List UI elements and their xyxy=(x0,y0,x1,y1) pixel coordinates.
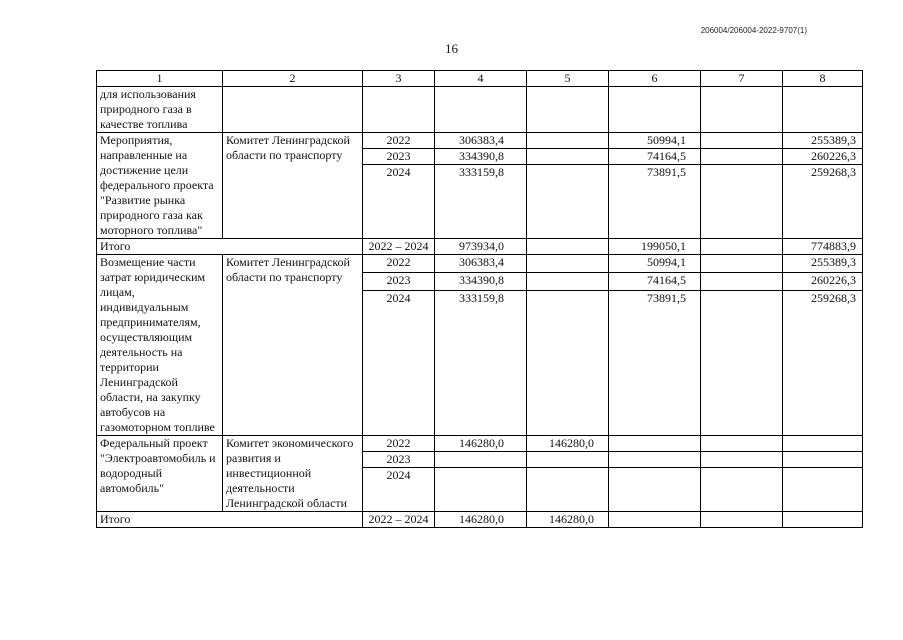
value-cell xyxy=(701,133,783,149)
year-cell: 2022 xyxy=(363,133,435,149)
year-cell: 2022 xyxy=(363,436,435,452)
value-cell xyxy=(527,272,609,290)
year-cell: 2022 xyxy=(363,255,435,273)
value-cell: 73891,5 xyxy=(609,165,701,239)
value-cell: 260226,3 xyxy=(783,149,863,165)
table-row xyxy=(97,87,863,133)
value-cell xyxy=(783,468,863,512)
column-header: 3 xyxy=(363,71,435,87)
value-cell: 255389,3 xyxy=(783,255,863,273)
measure-name-cell: Мероприятия, направленные на достижение цели федерального проекта "Развитие рынка природного газа как моторного топлива" xyxy=(97,133,223,239)
measure-name-cell: Возмещение части затрат юридическим лицам, индивидуальным предпринимателям, осуществляющим деятельность на территории Ленинградской области, на закупку автобусов на газомоторном топливе xyxy=(97,255,223,436)
value-cell: 199050,1 xyxy=(609,239,701,255)
value-cell xyxy=(701,436,783,452)
value-cell: 306383,4 xyxy=(435,255,527,273)
value-cell: 50994,1 xyxy=(609,255,701,273)
value-cell xyxy=(701,512,783,528)
value-cell: 50994,1 xyxy=(609,133,701,149)
measure-name-cell: для использования природного газа в качестве топлива xyxy=(97,87,223,133)
column-header: 1 xyxy=(97,71,223,87)
value-cell: 146280,0 xyxy=(527,436,609,452)
value-cell xyxy=(609,452,701,468)
page-number: 16 xyxy=(445,41,458,56)
value-cell xyxy=(527,239,609,255)
column-header: 6 xyxy=(609,71,701,87)
total-label: Итого xyxy=(97,239,363,255)
value-cell: 259268,3 xyxy=(783,290,863,435)
year-cell: 2024 xyxy=(363,468,435,512)
column-header: 4 xyxy=(435,71,527,87)
total-label: Итого xyxy=(97,512,363,528)
value-cell xyxy=(701,149,783,165)
value-cell: 774883,9 xyxy=(783,239,863,255)
table-row xyxy=(97,133,863,149)
year-cell: 2023 xyxy=(363,272,435,290)
value-cell xyxy=(701,239,783,255)
value-cell: 255389,3 xyxy=(783,133,863,149)
value-cell: 306383,4 xyxy=(435,133,527,149)
data-table xyxy=(96,70,863,528)
year-cell: 2023 xyxy=(363,452,435,468)
executor-cell: Комитет экономического развития и инвестиционной деятельности Ленинградской области xyxy=(223,436,363,512)
value-cell xyxy=(527,149,609,165)
value-cell xyxy=(701,165,783,239)
value-cell xyxy=(527,452,609,468)
value-cell xyxy=(527,468,609,512)
value-cell: 334390,8 xyxy=(435,149,527,165)
column-header: 8 xyxy=(783,71,863,87)
column-header: 2 xyxy=(223,71,363,87)
value-cell xyxy=(435,452,527,468)
year-cell: 2022 – 2024 xyxy=(363,512,435,528)
value-cell: 260226,3 xyxy=(783,272,863,290)
value-cell: 259268,3 xyxy=(783,165,863,239)
executor-cell: Комитет Ленинградской области по транспорту xyxy=(223,133,363,239)
value-cell: 146280,0 xyxy=(527,512,609,528)
year-cell: 2024 xyxy=(363,165,435,239)
column-header: 7 xyxy=(701,71,783,87)
total-row xyxy=(97,512,863,528)
value-cell xyxy=(527,133,609,149)
value-cell: 146280,0 xyxy=(435,512,527,528)
value-cell xyxy=(527,290,609,435)
year-cell: 2024 xyxy=(363,290,435,435)
value-cell: 334390,8 xyxy=(435,272,527,290)
executor-cell: Комитет Ленинградской области по транспорту xyxy=(223,255,363,436)
measure-name-cell: Федеральный проект "Электроавтомобиль и водородный автомобиль" xyxy=(97,436,223,512)
column-header: 5 xyxy=(527,71,609,87)
table-row xyxy=(97,255,863,273)
value-cell: 333159,8 xyxy=(435,165,527,239)
value-cell xyxy=(609,512,701,528)
table-header-row xyxy=(97,71,863,87)
value-cell xyxy=(701,468,783,512)
value-cell xyxy=(701,272,783,290)
total-row xyxy=(97,239,863,255)
year-cell: 2022 – 2024 xyxy=(363,239,435,255)
value-cell xyxy=(609,436,701,452)
year-cell: 2023 xyxy=(363,149,435,165)
value-cell: 146280,0 xyxy=(435,436,527,452)
value-cell xyxy=(701,452,783,468)
value-cell xyxy=(783,452,863,468)
value-cell: 74164,5 xyxy=(609,149,701,165)
value-cell xyxy=(527,165,609,239)
table-row xyxy=(97,436,863,452)
value-cell xyxy=(783,436,863,452)
value-cell: 333159,8 xyxy=(435,290,527,435)
value-cell: 973934,0 xyxy=(435,239,527,255)
value-cell xyxy=(701,290,783,435)
value-cell xyxy=(527,255,609,273)
value-cell xyxy=(609,468,701,512)
value-cell: 74164,5 xyxy=(609,272,701,290)
value-cell xyxy=(435,468,527,512)
value-cell: 73891,5 xyxy=(609,290,701,435)
value-cell xyxy=(783,512,863,528)
value-cell xyxy=(701,255,783,273)
document-code: 206004/206004-2022-9707(1) xyxy=(700,26,807,35)
